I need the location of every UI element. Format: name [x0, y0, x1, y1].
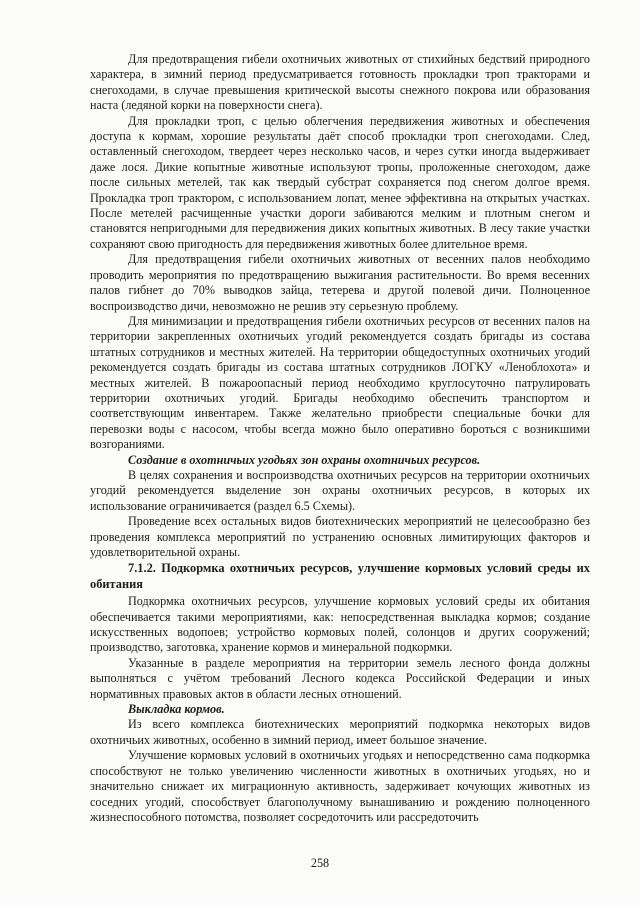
- paragraph: Подкормка охотничьих ресурсов, улучшение кормовых условий среды их обитания обеспечивается такими мероприятиями, как: непосредственная выкладка кормов; создание искусственных водопоев; устройство кормовых полей, солонцов и других сооружений; производство, заготовка, хранение кормов и минеральной подкормки.: [90, 594, 590, 655]
- paragraph: Указанные в разделе мероприятия на территории земель лесного фонда должны выполняться с учётом требований Лесного кодекса Российской Федерации и иных нормативных правовых актов в области лесных отношений.: [90, 655, 590, 701]
- paragraph: Проведение всех остальных видов биотехнических мероприятий не целесообразно без проведения комплекса мероприятий по устранению основных лимитирующих факторов и удовлетворительной охраны.: [90, 514, 590, 559]
- subheading-protection-zones: Создание в охотничьих угодьях зон охраны охотничьих ресурсов.: [128, 452, 481, 467]
- paragraph: Из всего комплекса биотехнических мероприятий подкормка некоторых видов охотничьих животных, особенно в зимний период, имеет большое значение.: [90, 717, 590, 747]
- page-number: 258: [310, 856, 330, 870]
- paragraph: Для прокладки троп, с целью облегчения передвижения животных и обеспечения доступа к кормам, хорошие результаты даёт способ прокладки троп снегоходами. След, оставленный снегоходом, твердеет через несколько часов, и через сутки иногда выдерживает даже лося. Дикие копытные животные используют тропы, проложенные снегоходом, даже после сильных метелей, так как твердый субстрат сохраняется под снегом долгое время. Прокладка троп трактором, с использованием лопат, менее эффективна на открытых участках. После метелей расчищенные участки дороги забиваются мелким и плотным снегом и становятся непригодными для передвижения диких копытных животных. В лесу такие участки сохраняют свою пригодность для передвижения животных более длительное время.: [90, 113, 590, 251]
- section-heading: 7.1.2. Подкормка охотничьих ресурсов, улучшение кормовых условий среды их обитания: [90, 561, 590, 591]
- paragraph: В целях сохранения и воспроизводства охотничьих ресурсов на территории охотничьих угодий рекомендуется выделение зон охраны охотничьих ресурсов, в которых их использование ограничивается (раздел 6.5 Схемы).: [90, 467, 590, 513]
- paragraph: Для минимизации и предотвращения гибели охотничьих ресурсов от весенних палов на территории закрепленных охотничьих угодий рекомендуется создать бригады из состава штатных сотрудников и местных жителей. На территории общедоступных охотничьих угодий рекомендуется создать бригады из состава штатных сотрудников ЛОГКУ «Леноблохота» и местных жителей. В пожароопасный период необходимо круглосуточно патрулировать территории охотничьих угодий. Бригады необходимо обеспечить транспортом и соответствующим инвентарем. Также желательно приобрести специальные бочки для перевозки воды с насосом, чтобы всегда можно было оперативно бороться с возникшими возгораниями.: [90, 313, 590, 452]
- paragraph: Улучшение кормовых условий в охотничьих угодьях и непосредственно сама подкормка способствуют не только увеличению численности животных в охотничьих угодьях, но и значительно снижает их миграционную активность, задерживает кочующих животных из соседних угодий, способствует благополучному вынашиванию и рождению полноценного жизнеспособного потомства, позволяет сосредоточить или рассредоточить: [90, 748, 590, 824]
- paragraph: Для предотвращения гибели охотничьих животных от стихийных бедствий природного характера, в зимний период предусматривается готовность прокладки троп тракторами и снегоходами, в случае превышения критической высоты снежного покрова или образования наста (ледяной корки на поверхности снега).: [90, 52, 590, 113]
- paragraph: Для предотвращения гибели охотничьих животных от весенних палов необходимо проводить мероприятия по предотвращению выжигания растительности. Во время весенних палов гибнет до 70% выводков зайца, тетерева и другой полевой дичи. Полноценное воспроизводство дичи, невозможно не решив эту серьезную проблему.: [90, 252, 590, 313]
- subheading-feed-laying: Выкладка кормов.: [128, 702, 225, 717]
